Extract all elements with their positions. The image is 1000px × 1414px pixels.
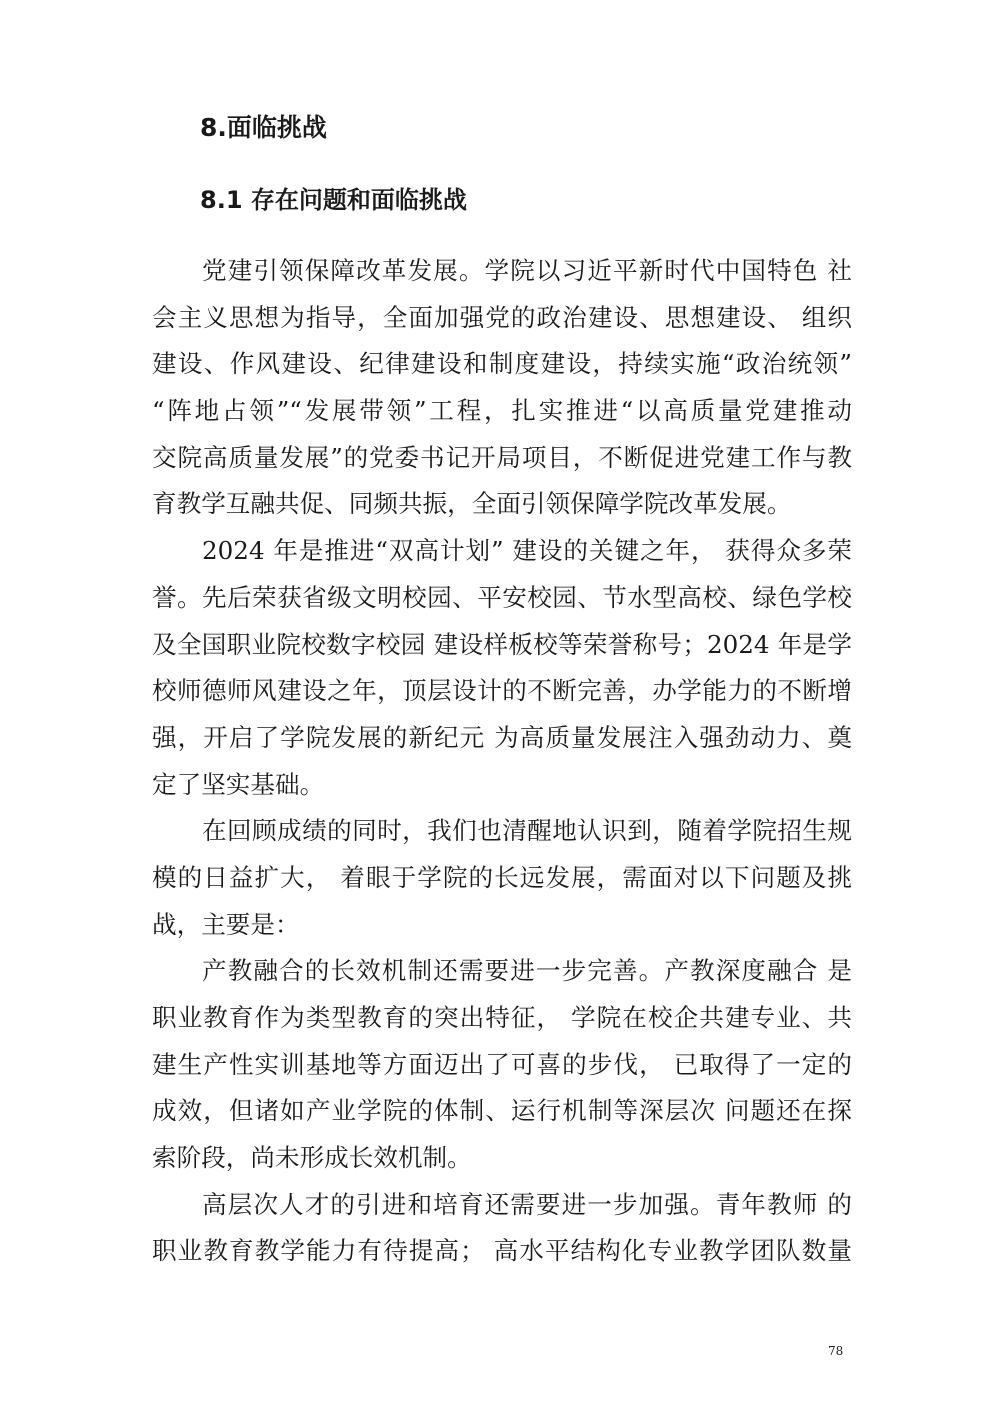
text-line: 产教融合的长效机制还需要进一步完善。产教深度融合 是 — [202, 956, 852, 986]
text-line: 强，开启了学院发展的新纪元 为高质量发展注入强劲动力、奠 — [152, 722, 852, 752]
text-line: 职业教育教学能力有待提高； 高水平结构化专业教学团队数量 — [152, 1236, 852, 1266]
subsection-heading: 8.1 存在问题和面临挑战 — [200, 186, 467, 214]
paragraph-achievements — [152, 528, 852, 808]
text-line: 育教学互融共促、同频共振，全面引领保障学院改革发展。 — [152, 489, 792, 519]
text-line: 高层次人才的引进和培育还需要进一步加强。青年教师 的 — [202, 1189, 852, 1219]
text-line: 战，主要是： — [152, 909, 300, 939]
paragraph-party-building — [152, 248, 852, 528]
text-line: “阵地占领”“发展带领”工程，扎实推进“以高质量党建推动 — [152, 396, 852, 426]
text-line: 会主义思想为指导，全面加强党的政治建设、思想建设、 组织 — [152, 302, 852, 332]
text-line: 模的日益扩大， 着眼于学院的长远发展，需面对以下问题及挑 — [152, 862, 852, 892]
text-line: 及全国职业院校数字校园 建设样板校等荣誉称号；2024 年是学 — [152, 629, 852, 659]
text-line: 在回顾成绩的同时，我们也清醒地认识到，随着学院招生规 — [202, 816, 852, 846]
text-line: 交院高质量发展”的党委书记开局项目，不断促进党建工作与教 — [152, 442, 852, 472]
page-number: 78 — [828, 1344, 844, 1358]
text-line: 2024 年是推进“双高计划” 建设的关键之年， 获得众多荣 — [202, 536, 852, 566]
text-line: 党建引领保障改革发展。学院以习近平新时代中国特色 社 — [202, 256, 852, 285]
text-line: 誉。先后荣获省级文明校园、平安校园、节水型高校、绿色学校 — [152, 582, 852, 612]
text-line: 索阶段，尚未形成长效机制。 — [152, 1143, 472, 1173]
text-line: 定了坚实基础。 — [152, 769, 325, 799]
section-heading: 8.面临挑战 — [200, 113, 327, 142]
text-line: 建设、作风建设、纪律建设和制度建设，持续实施“政治统领” — [152, 349, 852, 379]
paragraph-review — [152, 808, 852, 948]
text-line: 职业教育作为类型教育的突出特征， 学院在校企共建专业、共 — [152, 1003, 852, 1032]
paragraph-industry-education — [152, 948, 852, 1181]
paragraph-talent — [152, 1182, 852, 1275]
text-line: 建生产性实训基地等方面迈出了可喜的步伐， 已取得了一定的 — [152, 1049, 852, 1079]
body-text — [152, 248, 852, 1275]
text-line: 成效，但诸如产业学院的体制、运行机制等深层次 问题还在探 — [152, 1096, 852, 1126]
text-line: 校师德师风建设之年，顶层设计的不断完善，办学能力的不断增 — [152, 676, 852, 706]
